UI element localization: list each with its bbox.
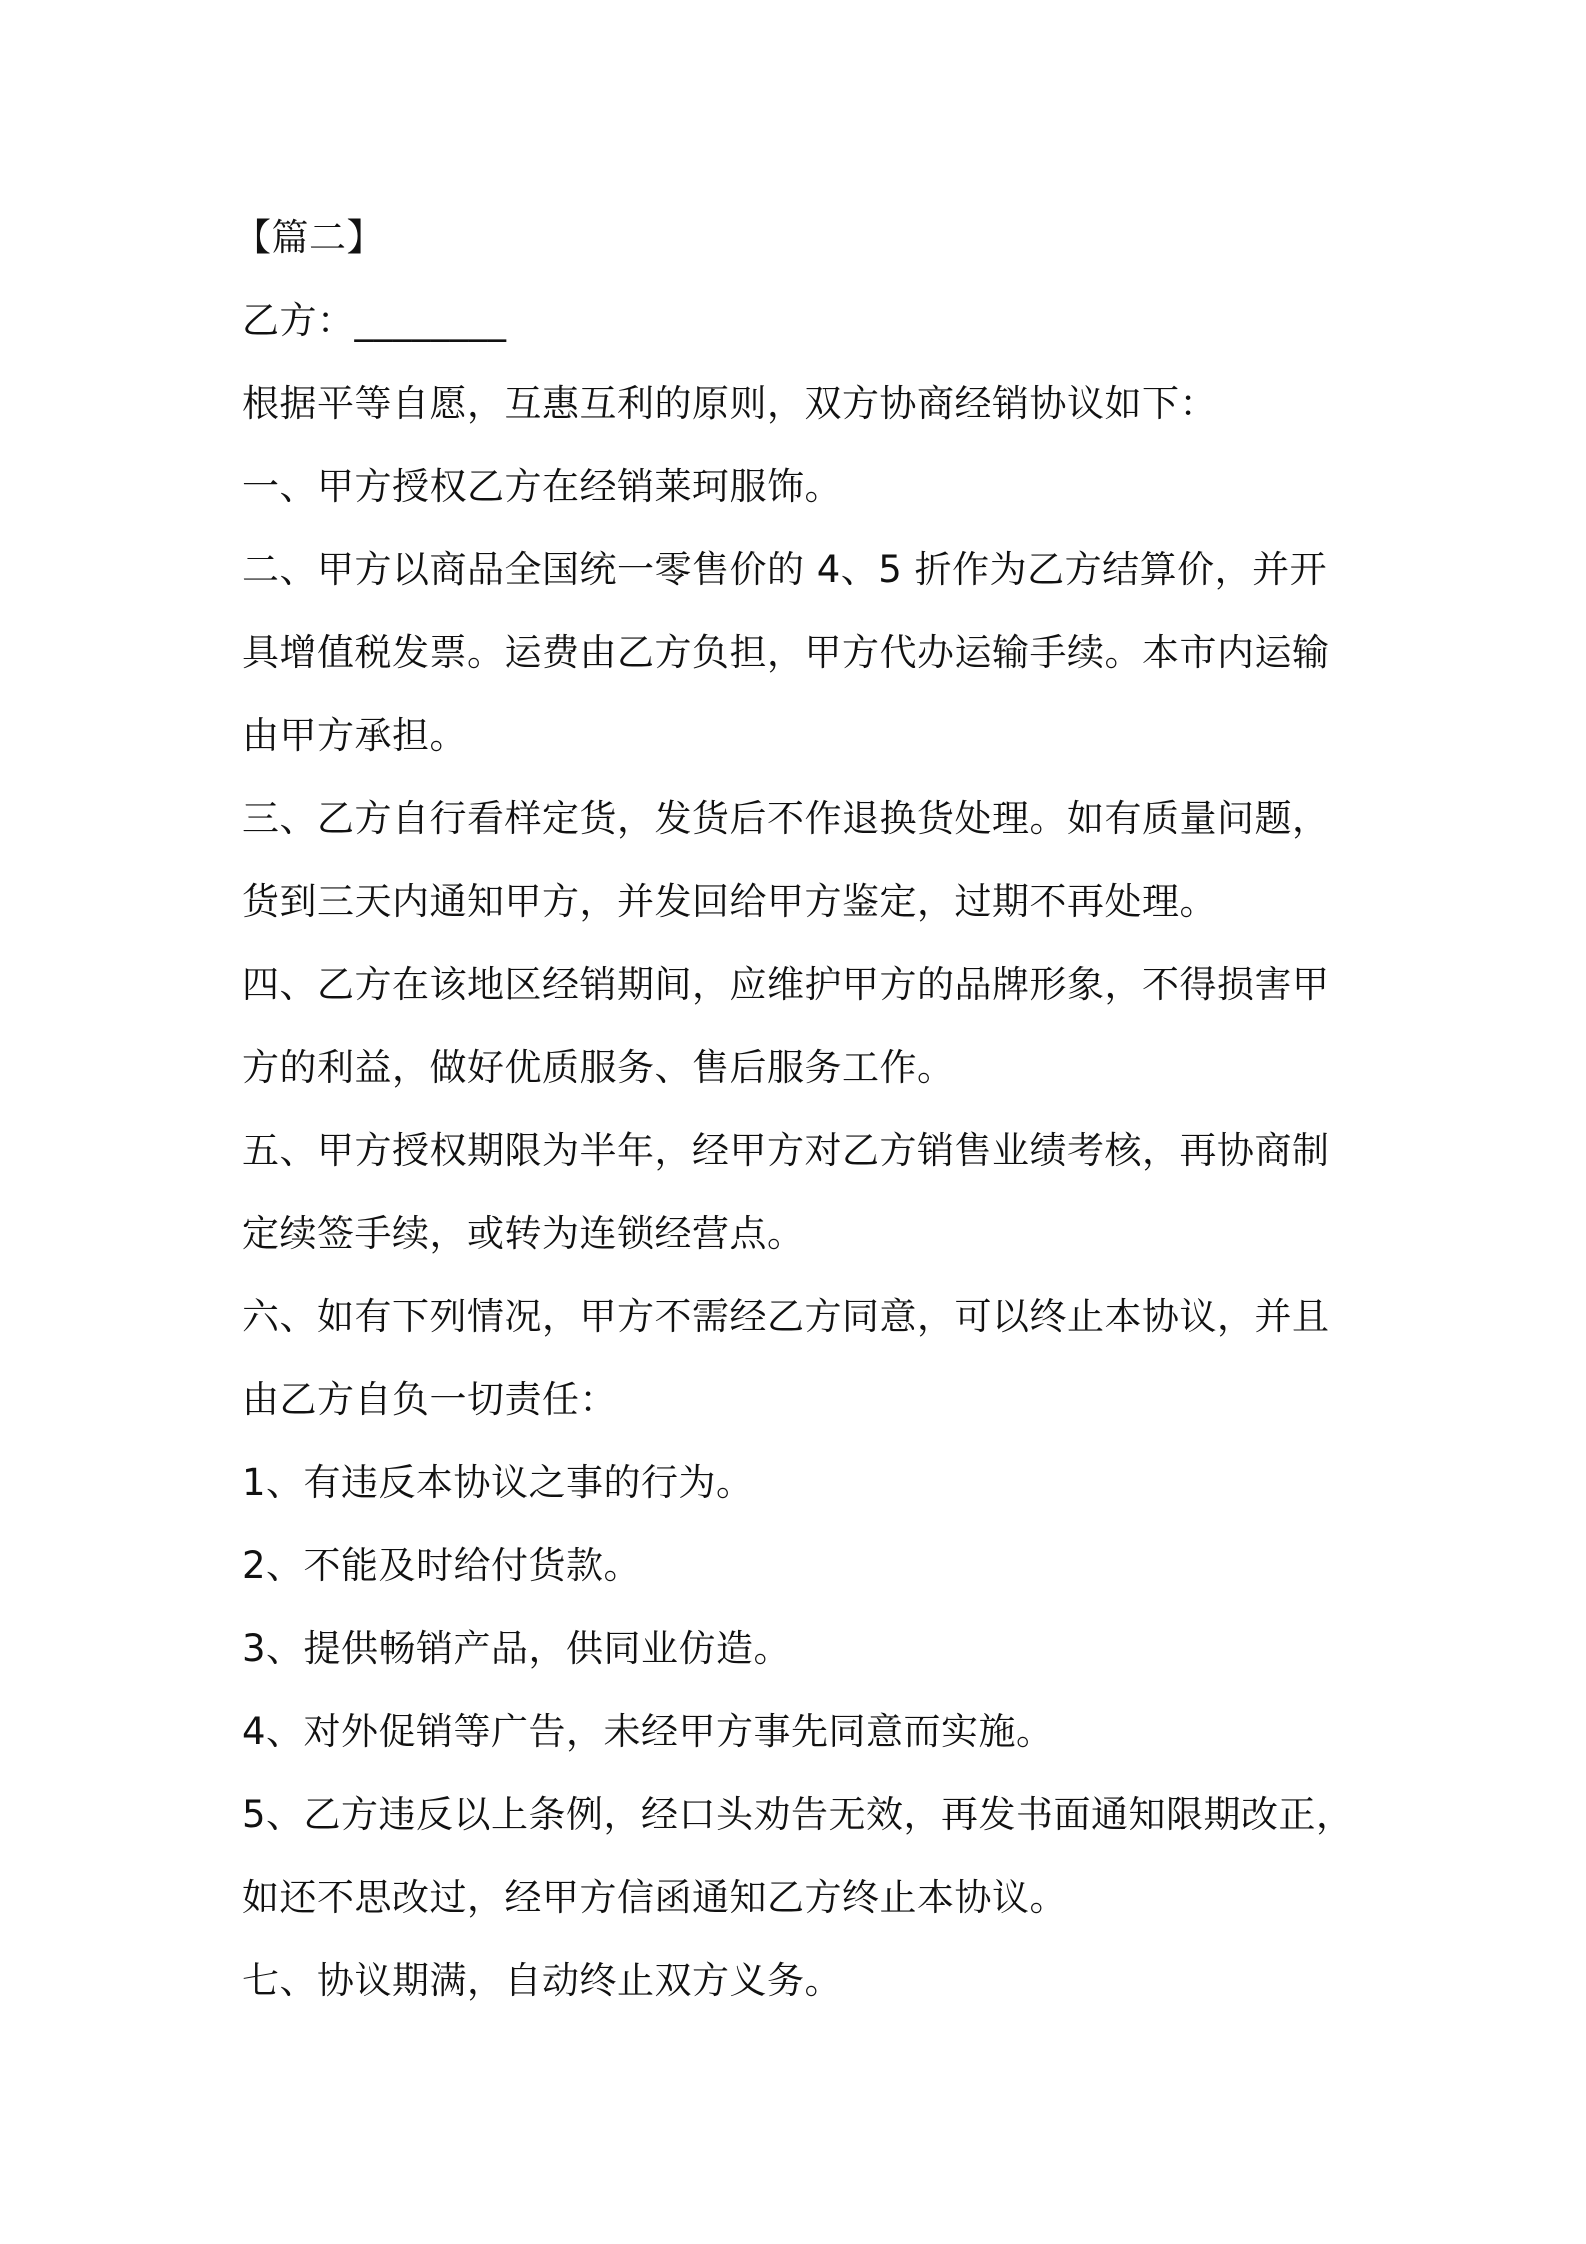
clause-1: 一、甲方授权乙方在经销莱珂服饰。 <box>242 465 842 508</box>
clause-7: 七、协议期满，自动终止双方义务。 <box>242 1959 842 2002</box>
document-body <box>234 196 1362 2022</box>
clause-6: 六、如有下列情况，甲方不需经乙方同意，可以终止本协议，并且由乙方自负一切责任： <box>242 1295 1330 1421</box>
sub-item-5: 5、乙方违反以上条例，经口头劝告无效，再发书面通知限期改正，如还不思改过，经甲方信函通知乙方终止本协议。 <box>242 1793 1354 1919</box>
section-heading: 【篇二】 <box>234 216 384 259</box>
sub-item-1: 1、有违反本协议之事的行为。 <box>242 1461 754 1504</box>
clause-2: 二、甲方以商品全国统一零售价的 4、5 折作为乙方结算价，并开具增值税发票。运费由乙方负担，甲方代办运输手续。本市内运输由甲方承担。 <box>242 548 1330 757</box>
intro-paragraph: 根据平等自愿，互惠互利的原则，双方协商经销协议如下： <box>242 382 1217 425</box>
clause-5: 五、甲方授权期限为半年，经甲方对乙方销售业绩考核，再协商制定续签手续，或转为连锁经营点。 <box>242 1129 1330 1255</box>
clause-3: 三、乙方自行看样定货，发货后不作退换货处理。如有质量问题，货到三天内通知甲方，并发回给甲方鉴定，过期不再处理。 <box>242 797 1330 923</box>
party-b-line: 乙方：________ <box>242 299 507 342</box>
sub-item-4: 4、对外促销等广告，未经甲方事先同意而实施。 <box>242 1710 1054 1753</box>
sub-item-2: 2、不能及时给付货款。 <box>242 1544 642 1587</box>
clause-4: 四、乙方在该地区经销期间，应维护甲方的品牌形象，不得损害甲方的利益，做好优质服务、售后服务工作。 <box>242 963 1330 1089</box>
sub-item-3: 3、提供畅销产品，供同业仿造。 <box>242 1627 792 1670</box>
